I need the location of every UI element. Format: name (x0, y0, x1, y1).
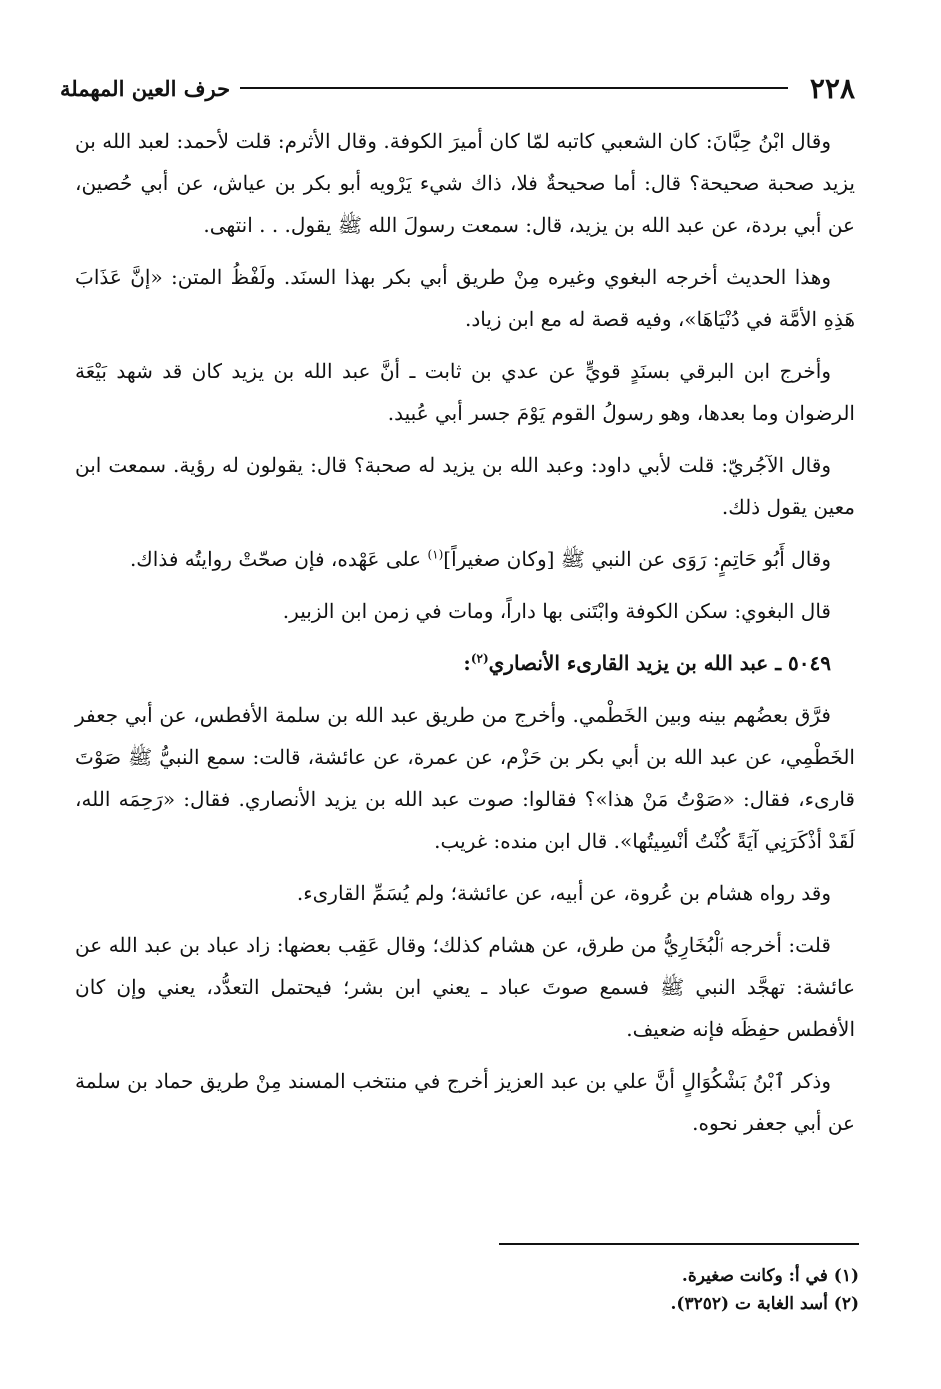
paragraph-9: قلت: أخرجه ٱلْبُخَارِيُّ من طرق، عن هشام كذلك؛ وقال عَقِب بعضها: زاد عباد بن عبد الله عن عائشة: تهجَّد النبي ﷺ فسمع صوتَ عباد ـ يعني ابن بشر؛ فيحتمل التعدُّد، يعني وإن كان الأفطس حفِظَه فإنه ضعيف. (75, 933, 855, 1041)
body-text (75, 120, 855, 1154)
footnote-rule (499, 1243, 859, 1245)
entry-colon: : (463, 651, 471, 675)
paragraph-7: فرَّق بعضُهم بينه وبين الخَطْمي. وأخرج من طريق عبد الله بن سلمة الأفطس، عن أبي جعفر الخَطْمِي، عن عبد الله بن أبي بكر بن حَزْم، عن عمرة، عن عائشة، قالت: سمع النبيُّ ﷺ صَوْتَ قارىء، فقال: «صَوْتُ مَنْ هذا»؟ فقالوا: صوت عبد الله بن يزيد الأنصاري. فقال: «رَحِمَه الله، لَقَدْ أذْكَرَنِي آيَةً كُنْتُ أنْسِيتُها». قال ابن منده: غريب. (75, 703, 855, 853)
footnotes (79, 1262, 859, 1318)
footnote-1: (١) في أ: وكانت صغيرة. (681, 1266, 859, 1286)
paragraph-5-text-a: وقال أَبُو حَاتِمٍ: رَوَى عن النبي ﷺ [وكان صغيراً] (443, 547, 831, 571)
paragraph-3: وأخرج ابن البرقي بسنَدٍ قويٍّ عن عدي بن ثابت ـ أنَّ عبد الله بن يزيد كان قد شهد بَيْعَة الرضوان وما بعدها، وهو رسولُ القوم يَوْمَ جسر أبي عُبيد. (75, 359, 855, 425)
paragraph-1: وقال ابْنُ حِبَّانَ: كان الشعبي كاتبه لمّا كان أميرَ الكوفة. وقال الأثرم: قلت لأحمد: لعبد الله بن يزيد صحبة صحيحة؟ قال: أما صحيحةٌ فلا، ذاك شيء يَرْويه أبو بكر بن عياش، عن أبي حُصين، عن أبي بردة، عن عبد الله بن يزيد، قال: سمعت رسولَ الله ﷺ يقول. . . انتهى. (75, 129, 855, 237)
paragraph-2: وهذا الحديث أخرجه البغوي وغيره مِنْ طريق أبي بكر بهذا السنَد. ولَفْظُ المتن: «إنَّ عَذَابَ هَذِهِ الأمَّة في دُنْيَاهَا»، وفيه قصة له مع ابن زياد. (75, 265, 855, 331)
paragraph-5 (75, 538, 855, 580)
entry-heading (75, 642, 855, 684)
paragraph-4: وقال الآجُريّ: قلت لأبي داود: وعبد الله بن يزيد له صحبة؟ قال: يقولون له رؤية. سمعت ابن معين يقول ذلك. (75, 453, 855, 519)
header-rule (240, 87, 788, 89)
paragraph-6: قال البغوي: سكن الكوفة وابْتَنى بها داراً، ومات في زمن ابن الزبير. (282, 599, 831, 623)
entry-number: ٥٠٤٩ ـ (775, 651, 831, 675)
paragraph-5-text-b: على عَهْده، فإن صحّتْ روايتُه فذاك. (129, 547, 428, 571)
page-number: ٢٢٨ (809, 71, 855, 105)
page-header (60, 70, 855, 106)
running-title: حرف العين المهملة (60, 75, 231, 101)
footnote-2: (٢) أسد الغابة ت (٣٢٥٢). (670, 1294, 859, 1314)
paragraph-8: وقد رواه هشام بن عُروة، عن أبيه، عن عائشة؛ ولم يُسَمِّ القارىء. (296, 881, 831, 905)
footnote-ref-2: (٢) (470, 651, 489, 666)
footnote-ref-1: (١) (427, 547, 444, 562)
paragraph-10: وذكر ٱبْنُ بَشْكُوَالٍ أنَّ علي بن عبد العزيز أخرج في منتخب المسند مِنْ طريق حماد بن سلمة عن أبي جعفر نحوه. (75, 1069, 855, 1135)
entry-name: عبد الله بن يزيد القارىء الأنصاري (488, 651, 776, 675)
